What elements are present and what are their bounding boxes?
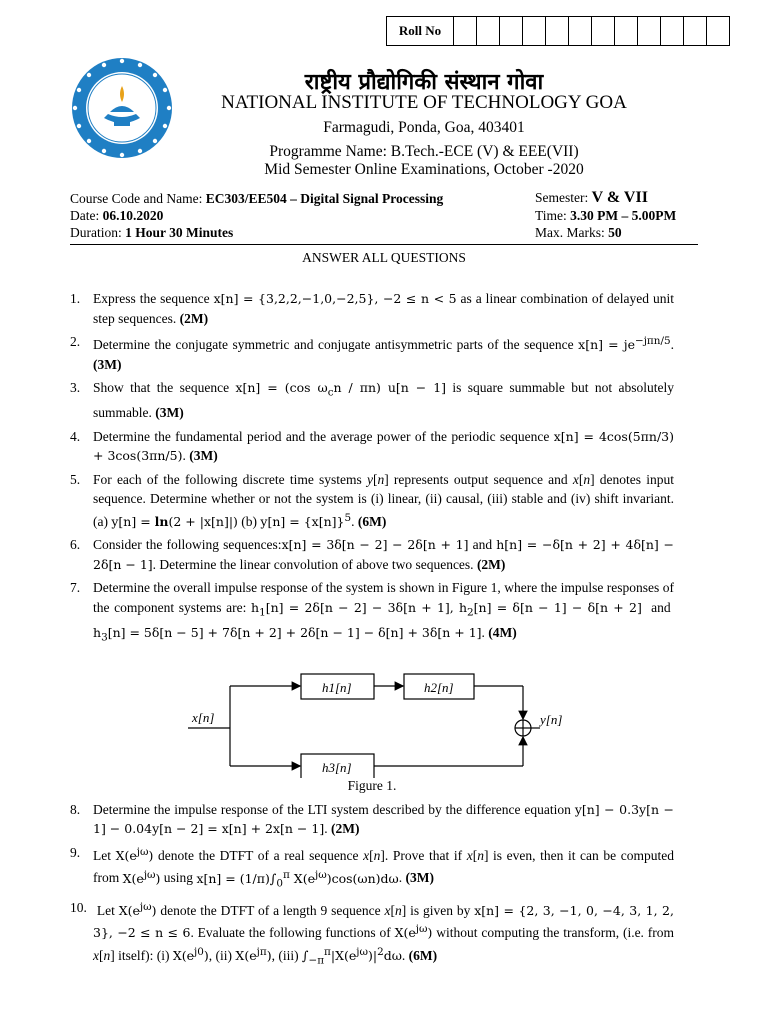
institute-name: NATIONAL INSTITUTE OF TECHNOLOGY GOA [221, 92, 627, 113]
semester-label: Semester: [535, 190, 589, 205]
roll-number-cell[interactable] [615, 17, 638, 46]
h1-label: h1[n] [322, 679, 352, 695]
semester [535, 189, 648, 207]
roll-number-cell[interactable] [454, 17, 477, 46]
question-list [70, 289, 674, 975]
question-number: 4. [70, 428, 81, 444]
question-number: 8. [70, 801, 81, 817]
question-number: 10. [70, 899, 87, 915]
block-diagram-svg [70, 652, 674, 778]
question-number: 9. [70, 844, 81, 860]
question-number: 2. [70, 334, 81, 349]
question-6: 6. Consider the following sequences:x[n] = 3δ[n − 2] − 2δ[n + 1] and h[n] = −δ[n + 2] + 4δ[n] − 2δ[n − 1]. Determine the linear convolution of above two sequences. (2M) [70, 537, 674, 572]
roll-number-cell[interactable] [477, 17, 500, 46]
roll-number-cell[interactable] [500, 17, 523, 46]
time-label: Time: [535, 208, 567, 223]
course-code [70, 191, 443, 207]
roll-number-cell[interactable] [523, 17, 546, 46]
roll-number-cell[interactable] [638, 17, 661, 46]
instruction: ANSWER ALL QUESTIONS [302, 250, 466, 265]
duration-value: 1 Hour 30 Minutes [125, 225, 234, 240]
question-marks: (2M) [179, 310, 209, 326]
exam-time [535, 208, 676, 224]
question-marks: (4M) [488, 624, 517, 640]
question-marks: (2M) [330, 821, 360, 837]
institute-name-hindi: राष्ट्रीय प्रौद्योगिकी संस्थान गोवा [304, 70, 544, 95]
question-number: 6. [70, 537, 81, 553]
figure-caption: Figure 1. [347, 777, 397, 793]
date-label: Date: [70, 208, 100, 223]
programme-name: Programme Name: B.Tech.-ECE (V) & EEE(VII) [269, 143, 579, 160]
question-number: 7. [70, 580, 81, 596]
institute-address: Farmagudi, Ponda, Goa, 403401 [323, 119, 525, 136]
question-9: 9. Let $X(e^{j\omega})$ denote the DTFT of a real sequence x[n]. Prove that if x[n] is even, then it can be computed from $X(e^{j\omega})$ using $x[n] = (1/\pi)\int_0^\pi$ $X(e^{j\omega})\cos(\omega n)d\omega$. (3M) [70, 844, 674, 890]
max-marks-label: Max. Marks: [535, 225, 605, 240]
question-marks: (6M) [408, 948, 438, 964]
roll-number-cell[interactable] [684, 17, 707, 46]
exam-name: Mid Semester Online Examinations, October -2020 [264, 161, 584, 178]
question-3: 3. Show that the sequence x[n] = (cos $\omega_cn / \pi n$) u[n − 1] is square summable but not absolutely summable. (3M) [70, 380, 674, 421]
roll-number-cell[interactable] [592, 17, 615, 46]
question-number: 1. [70, 291, 81, 306]
question-marks: (3M) [189, 448, 218, 464]
question-10: 10. Let $X(e^{j\omega})$ denote the DTFT of a length 9 sequence x[n] is given by x[n] = {2, 3, −1, 0, −4, 3, 1, 2, 3}, −2 ≤ n ≤ 6. Evaluate the following functions of $X(e^{j\omega})$ without computing the transform, (i.e. from x[n] itself): (i) $X(e^{j0})$, (ii) $X(e^{j\pi})$, (iii) $\int_{-\pi}^\pi|X(e^{j\omega})|^2d\omega$. (6M) [70, 899, 675, 967]
roll-number-cell[interactable] [569, 17, 592, 46]
question-marks: (3M) [405, 870, 434, 886]
question-marks: (3M) [155, 405, 184, 421]
block-diagram [70, 652, 674, 778]
question-5: 5. For each of the following discrete time systems y[n] represents output sequence and x[n] denotes input sequence. Determine whether or not the system is (i) linear, (ii) causal, (iii) stable and (iv) shift invariant. (a) y[n] = ln(2 + |x[n]|) (b) $y[n] = \{x[n]\}^5$. (6M) [70, 471, 674, 529]
question-marks: (3M) [93, 356, 122, 372]
max-marks-value: 50 [608, 225, 622, 240]
roll-number-cell[interactable] [661, 17, 684, 46]
question-marks: (6M) [357, 513, 387, 529]
question-4: 4. Determine the fundamental period and the average power of the periodic sequence x[n] = 4cos(5πn/3) + 3cos(3πn/5). (3M) [70, 428, 674, 464]
question-8: 8. Determine the impulse response of the LTI system described by the difference equation y[n] − 0.3y[n − 1] − 0.04y[n − 2] = x[n] + 2x[n − 1]. (2M) [70, 801, 674, 837]
duration-label: Duration: [70, 225, 122, 240]
roll-number-label: Roll No [387, 17, 454, 46]
time-value: 3.30 PM – 5.00PM [570, 208, 677, 223]
exam-duration [70, 225, 233, 241]
h3-label: h3[n] [322, 759, 352, 775]
roll-number-box [386, 16, 730, 46]
h2-label: h2[n] [424, 679, 454, 695]
course-code-label: Course Code and Name: [70, 191, 203, 206]
exam-date [70, 208, 163, 224]
question-number: 3. [70, 380, 81, 396]
divider [70, 244, 698, 245]
question-2: 2. Determine the conjugate symmetric and conjugate antisymmetric parts of the sequence $x[n] = je^{-j\pi n/5}$. (3M) [70, 334, 674, 372]
question-7: 7. Determine the overall impulse response of the system is shown in Figure 1, where the impulse responses of the component systems are: $h_1[n] = 2\delta[n - 2] - 3\delta[n + 1]$, $h_2[n] = \delta[n - 1] - \delta[n + 2]$ and $h_3[n] = 5\delta[n - 5] + 7\delta[n + 2] + 2\delta[n - 1] - \delta[n] + 3\delta[n + 1]$. (4M) [70, 580, 674, 644]
course-code-value: EC303/EE504 – Digital Signal Processing [205, 191, 444, 206]
question-number: 5. [70, 471, 81, 487]
input-label: x[n] [192, 709, 215, 725]
roll-number-cell[interactable] [546, 17, 569, 46]
question-marks: (2M) [476, 556, 506, 572]
semester-value: V & VII [591, 189, 648, 206]
question-1: 1. Express the sequence x[n] = {3,2,2,−1,0,−2,5}, −2 ≤ n < 5 as a linear combination of delayed unit step sequences. (2M) [70, 291, 674, 326]
roll-number-cell[interactable] [707, 17, 730, 46]
output-label: y[n] [540, 711, 563, 727]
max-marks [535, 225, 622, 241]
date-value: 06.10.2020 [102, 208, 164, 223]
